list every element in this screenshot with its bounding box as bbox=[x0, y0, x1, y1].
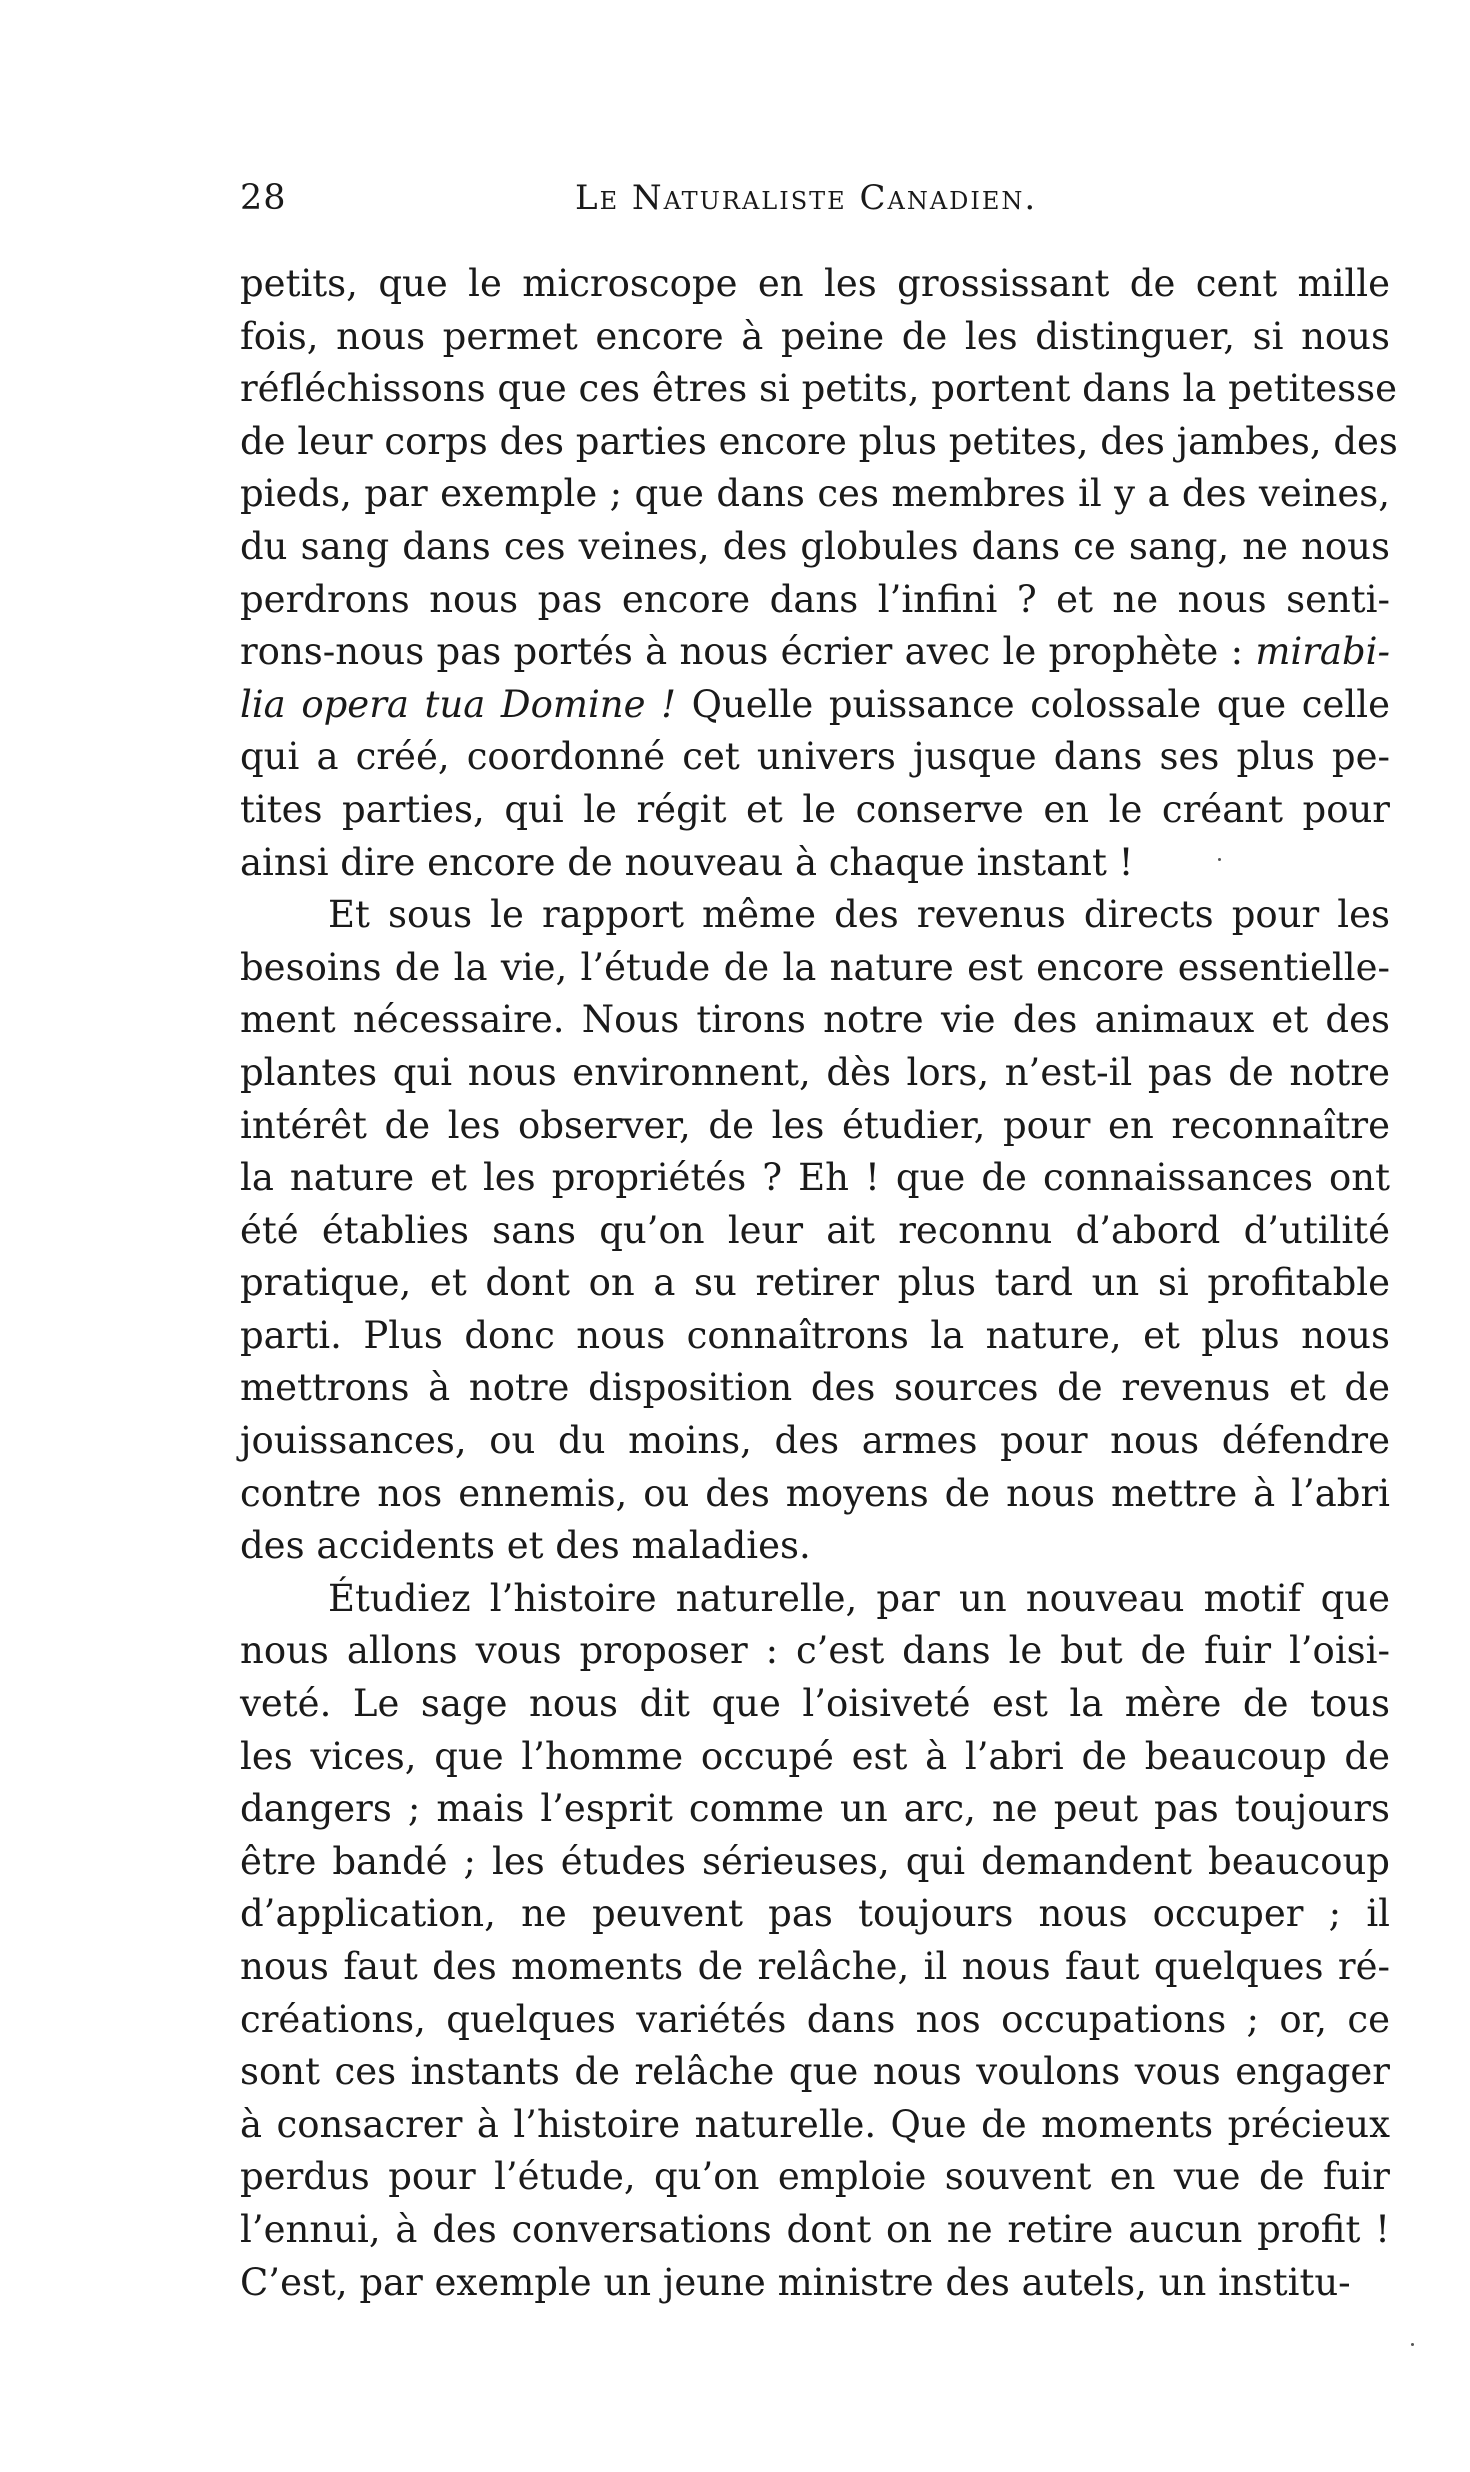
latin-phrase: mirabi- bbox=[1255, 630, 1390, 674]
text-line: créations, quelques variétés dans nos occupations ; or, ce bbox=[240, 1997, 1390, 2041]
paragraph bbox=[240, 258, 1398, 889]
paragraph bbox=[240, 889, 1390, 1573]
text-line: petits, que le microscope en les grossissant de cent mille bbox=[240, 262, 1390, 305]
text-line: rons-nous pas portés à nous écrier avec le prophète : mirabi- bbox=[240, 630, 1390, 674]
ink-speck bbox=[1411, 2343, 1414, 2346]
text-line: du sang dans ces veines, des globules dans ce sang, ne nous bbox=[240, 524, 1390, 568]
text-line: des accidents et des maladies. bbox=[240, 1524, 811, 1568]
body-text bbox=[240, 258, 1398, 2309]
text-line: C’est, par exemple un jeune ministre des autels, un institu- bbox=[240, 2260, 1351, 2304]
page-number: 28 bbox=[240, 178, 287, 218]
text-line: d’application, ne peuvent pas toujours nous occuper ; il bbox=[240, 1892, 1390, 1936]
text-line: à consacrer à l’histoire naturelle. Que de moments précieux bbox=[240, 2102, 1390, 2146]
text-line: Et sous le rapport même des revenus directs pour les bbox=[328, 893, 1390, 937]
page-header bbox=[240, 178, 1390, 228]
running-title: Le Naturaliste Canadien. bbox=[575, 178, 1038, 218]
latin-phrase: lia opera tua Domine ! bbox=[240, 682, 676, 726]
paragraph bbox=[240, 1573, 1390, 2309]
text-line: nous faut des moments de relâche, il nous faut quelques ré- bbox=[240, 1945, 1390, 1988]
text-line: qui a créé, coordonné cet univers jusque dans ses plus pe- bbox=[240, 735, 1390, 779]
text-line: parti. Plus donc nous connaîtrons la nature, et plus nous bbox=[240, 1313, 1390, 1357]
text-line: les vices, que l’homme occupé est à l’abri de beaucoup de bbox=[240, 1734, 1390, 1778]
text-line: nous allons vous proposer : c’est dans le but de fuir l’oisi- bbox=[240, 1629, 1390, 1673]
text-line: être bandé ; les études sérieuses, qui demandent beaucoup bbox=[240, 1839, 1390, 1883]
text-line: ment nécessaire. Nous tirons notre vie des animaux et des bbox=[240, 998, 1390, 1042]
text-line: jouissances, ou du moins, des armes pour nous défendre bbox=[240, 1419, 1390, 1463]
text-line: perdrons nous pas encore dans l’infini ? et ne nous senti- bbox=[240, 577, 1390, 621]
text-line: pratique, et dont on a su retirer plus tard un si profitable bbox=[240, 1261, 1390, 1305]
text-line: Étudiez l’histoire naturelle, par un nouveau motif que bbox=[328, 1576, 1390, 1620]
text-line: fois, nous permet encore à peine de les distinguer, si nous bbox=[240, 314, 1390, 358]
text-line: veté. Le sage nous dit que l’oisiveté est la mère de tous bbox=[240, 1682, 1390, 1726]
text-line: réfléchissons que ces êtres si petits, portent dans la petitesse bbox=[240, 367, 1398, 411]
text-line: pieds, par exemple ; que dans ces membres il y a des veines, bbox=[240, 472, 1390, 516]
text-line: dangers ; mais l’esprit comme un arc, ne peut pas toujours bbox=[240, 1787, 1390, 1831]
text-line: perdus pour l’étude, qu’on emploie souvent en vue de fuir bbox=[240, 2155, 1390, 2199]
text-line: plantes qui nous environnent, dès lors, n’est-il pas de notre bbox=[240, 1050, 1390, 1094]
text-line: lia opera tua Domine ! Quelle puissance colossale que celle bbox=[240, 682, 1390, 726]
ink-speck bbox=[1218, 858, 1221, 861]
text-line: la nature et les propriétés ? Eh ! que de connaissances ont bbox=[240, 1156, 1390, 1200]
text-line: besoins de la vie, l’étude de la nature est encore essentielle- bbox=[240, 945, 1390, 989]
text-line: contre nos ennemis, ou des moyens de nous mettre à l’abri bbox=[240, 1471, 1390, 1515]
text-line: sont ces instants de relâche que nous voulons vous engager bbox=[240, 2050, 1390, 2094]
text-line: l’ennui, à des conversations dont on ne retire aucun profit ! bbox=[240, 2207, 1390, 2251]
text-line: mettrons à notre disposition des sources de revenus et de bbox=[240, 1366, 1390, 1410]
text-line: ainsi dire encore de nouveau à chaque instant ! bbox=[240, 840, 1134, 884]
text-line: été établies sans qu’on leur ait reconnu d’abord d’utilité bbox=[240, 1208, 1390, 1252]
text-line: tites parties, qui le régit et le conserve en le créant pour bbox=[240, 787, 1390, 831]
text-line: intérêt de les observer, de les étudier, pour en reconnaître bbox=[240, 1103, 1390, 1147]
text-line: de leur corps des parties encore plus petites, des jambes, des bbox=[240, 419, 1398, 463]
